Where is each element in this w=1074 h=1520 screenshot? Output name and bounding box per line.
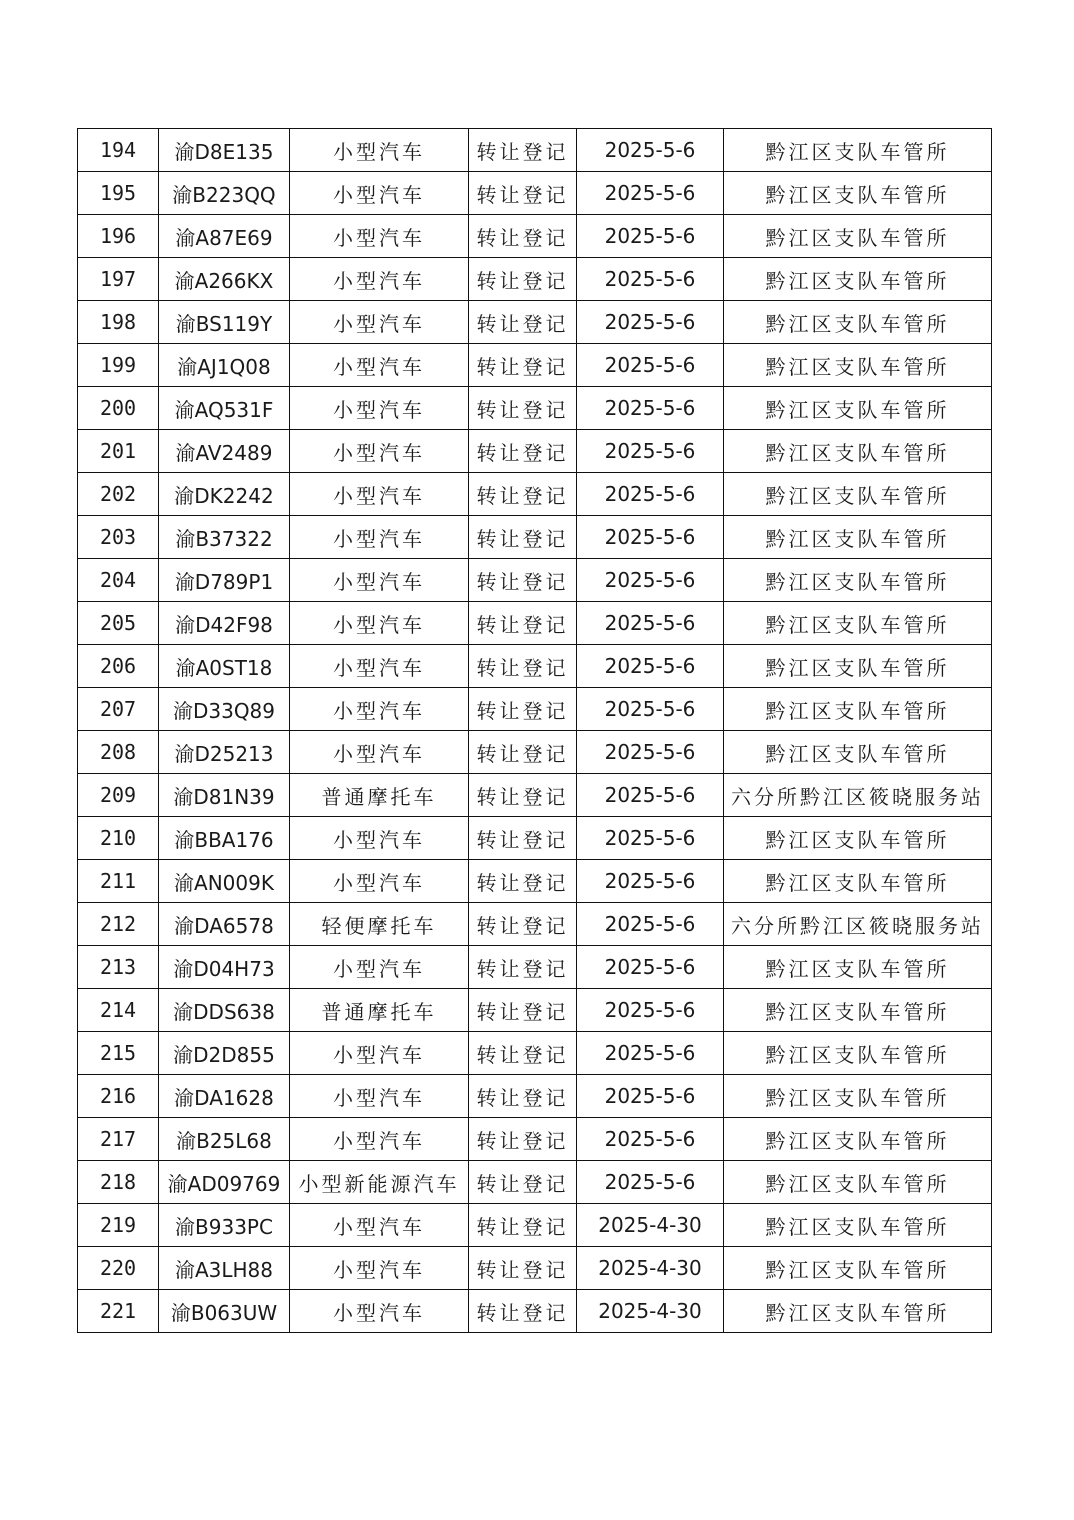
business-type-cell: 转让登记: [469, 602, 577, 645]
date-cell: 2025-5-6: [577, 1075, 724, 1118]
plate-number-cell: 渝AD09769: [159, 1161, 290, 1204]
plate-number-cell: 渝DA6578: [159, 903, 290, 946]
business-type-cell: 转让登记: [469, 172, 577, 215]
plate-number-cell: 渝DDS638: [159, 989, 290, 1032]
row-number-cell: 203: [78, 516, 159, 559]
date-cell: 2025-5-6: [577, 860, 724, 903]
business-type-cell: 转让登记: [469, 903, 577, 946]
row-number-cell: 197: [78, 258, 159, 301]
date-cell: 2025-5-6: [577, 1118, 724, 1161]
office-cell: 黔江区支队车管所: [724, 215, 992, 258]
vehicle-type-cell: 小型汽车: [290, 473, 469, 516]
row-number-cell: 218: [78, 1161, 159, 1204]
row-number-cell: 204: [78, 559, 159, 602]
plate-number-cell: 渝A87E69: [159, 215, 290, 258]
table-row: [78, 473, 992, 516]
business-type-cell: 转让登记: [469, 344, 577, 387]
row-number-cell: 195: [78, 172, 159, 215]
row-number-cell: 196: [78, 215, 159, 258]
plate-number-cell: 渝B063UW: [159, 1290, 290, 1333]
business-type-cell: 转让登记: [469, 860, 577, 903]
table-row: [78, 1204, 992, 1247]
row-number-cell: 220: [78, 1247, 159, 1290]
table-row: [78, 387, 992, 430]
office-cell: 黔江区支队车管所: [724, 645, 992, 688]
plate-number-cell: 渝BBA176: [159, 817, 290, 860]
business-type-cell: 转让登记: [469, 473, 577, 516]
vehicle-type-cell: 小型汽车: [290, 215, 469, 258]
date-cell: 2025-5-6: [577, 774, 724, 817]
vehicle-type-cell: 小型汽车: [290, 1118, 469, 1161]
date-cell: 2025-5-6: [577, 301, 724, 344]
row-number-cell: 213: [78, 946, 159, 989]
table-row: [78, 688, 992, 731]
business-type-cell: 转让登记: [469, 1075, 577, 1118]
table-row: [78, 602, 992, 645]
office-cell: 黔江区支队车管所: [724, 258, 992, 301]
table-row: [78, 516, 992, 559]
table-row: [78, 344, 992, 387]
row-number-cell: 215: [78, 1032, 159, 1075]
plate-number-cell: 渝D25213: [159, 731, 290, 774]
table-row: [78, 559, 992, 602]
business-type-cell: 转让登记: [469, 645, 577, 688]
vehicle-type-cell: 普通摩托车: [290, 774, 469, 817]
business-type-cell: 转让登记: [469, 129, 577, 172]
date-cell: 2025-5-6: [577, 473, 724, 516]
row-number-cell: 208: [78, 731, 159, 774]
office-cell: 黔江区支队车管所: [724, 688, 992, 731]
office-cell: 黔江区支队车管所: [724, 387, 992, 430]
plate-number-cell: 渝D42F98: [159, 602, 290, 645]
business-type-cell: 转让登记: [469, 817, 577, 860]
office-cell: 黔江区支队车管所: [724, 1161, 992, 1204]
vehicle-type-cell: 小型汽车: [290, 344, 469, 387]
plate-number-cell: 渝DA1628: [159, 1075, 290, 1118]
vehicle-type-cell: 小型汽车: [290, 516, 469, 559]
table-row: [78, 1290, 992, 1333]
business-type-cell: 转让登记: [469, 215, 577, 258]
vehicle-type-cell: 小型汽车: [290, 258, 469, 301]
vehicle-type-cell: 小型汽车: [290, 301, 469, 344]
business-type-cell: 转让登记: [469, 516, 577, 559]
office-cell: 黔江区支队车管所: [724, 129, 992, 172]
date-cell: 2025-4-30: [577, 1247, 724, 1290]
business-type-cell: 转让登记: [469, 1118, 577, 1161]
row-number-cell: 210: [78, 817, 159, 860]
office-cell: 黔江区支队车管所: [724, 602, 992, 645]
row-number-cell: 212: [78, 903, 159, 946]
office-cell: 黔江区支队车管所: [724, 1204, 992, 1247]
row-number-cell: 217: [78, 1118, 159, 1161]
table-row: [78, 172, 992, 215]
row-number-cell: 194: [78, 129, 159, 172]
row-number-cell: 202: [78, 473, 159, 516]
date-cell: 2025-5-6: [577, 559, 724, 602]
table-row: [78, 258, 992, 301]
office-cell: 黔江区支队车管所: [724, 430, 992, 473]
vehicle-type-cell: 小型汽车: [290, 559, 469, 602]
office-cell: 黔江区支队车管所: [724, 860, 992, 903]
date-cell: 2025-5-6: [577, 946, 724, 989]
vehicle-type-cell: 小型汽车: [290, 688, 469, 731]
table-row: [78, 1032, 992, 1075]
business-type-cell: 转让登记: [469, 258, 577, 301]
vehicle-type-cell: 轻便摩托车: [290, 903, 469, 946]
plate-number-cell: 渝AN009K: [159, 860, 290, 903]
business-type-cell: 转让登记: [469, 1290, 577, 1333]
row-number-cell: 198: [78, 301, 159, 344]
vehicle-type-cell: 小型汽车: [290, 1204, 469, 1247]
vehicle-type-cell: 小型汽车: [290, 817, 469, 860]
office-cell: 黔江区支队车管所: [724, 946, 992, 989]
office-cell: 黔江区支队车管所: [724, 473, 992, 516]
table-row: [78, 731, 992, 774]
plate-number-cell: 渝DK2242: [159, 473, 290, 516]
vehicle-type-cell: 小型汽车: [290, 1075, 469, 1118]
vehicle-type-cell: 普通摩托车: [290, 989, 469, 1032]
business-type-cell: 转让登记: [469, 688, 577, 731]
office-cell: 黔江区支队车管所: [724, 559, 992, 602]
business-type-cell: 转让登记: [469, 774, 577, 817]
row-number-cell: 199: [78, 344, 159, 387]
table-row: [78, 989, 992, 1032]
plate-number-cell: 渝A0ST18: [159, 645, 290, 688]
office-cell: 黔江区支队车管所: [724, 1032, 992, 1075]
date-cell: 2025-5-6: [577, 129, 724, 172]
table-row: [78, 645, 992, 688]
row-number-cell: 216: [78, 1075, 159, 1118]
row-number-cell: 207: [78, 688, 159, 731]
date-cell: 2025-5-6: [577, 903, 724, 946]
office-cell: 黔江区支队车管所: [724, 1118, 992, 1161]
business-type-cell: 转让登记: [469, 731, 577, 774]
business-type-cell: 转让登记: [469, 989, 577, 1032]
date-cell: 2025-5-6: [577, 172, 724, 215]
plate-number-cell: 渝BS119Y: [159, 301, 290, 344]
vehicle-type-cell: 小型汽车: [290, 645, 469, 688]
plate-number-cell: 渝D789P1: [159, 559, 290, 602]
date-cell: 2025-5-6: [577, 688, 724, 731]
table-row: [78, 817, 992, 860]
business-type-cell: 转让登记: [469, 387, 577, 430]
plate-number-cell: 渝D8E135: [159, 129, 290, 172]
table-row: [78, 903, 992, 946]
row-number-cell: 200: [78, 387, 159, 430]
office-cell: 六分所黔江区筱晓服务站: [724, 774, 992, 817]
date-cell: 2025-5-6: [577, 645, 724, 688]
office-cell: 黔江区支队车管所: [724, 172, 992, 215]
date-cell: 2025-5-6: [577, 344, 724, 387]
date-cell: 2025-4-30: [577, 1290, 724, 1333]
date-cell: 2025-5-6: [577, 387, 724, 430]
vehicle-type-cell: 小型汽车: [290, 430, 469, 473]
table-row: [78, 129, 992, 172]
date-cell: 2025-5-6: [577, 817, 724, 860]
office-cell: 黔江区支队车管所: [724, 989, 992, 1032]
row-number-cell: 209: [78, 774, 159, 817]
date-cell: 2025-5-6: [577, 516, 724, 559]
plate-number-cell: 渝AQ531F: [159, 387, 290, 430]
table-row: [78, 860, 992, 903]
date-cell: 2025-5-6: [577, 258, 724, 301]
row-number-cell: 221: [78, 1290, 159, 1333]
table-row: [78, 1161, 992, 1204]
vehicle-type-cell: 小型汽车: [290, 1247, 469, 1290]
date-cell: 2025-5-6: [577, 602, 724, 645]
date-cell: 2025-5-6: [577, 1032, 724, 1075]
date-cell: 2025-5-6: [577, 731, 724, 774]
vehicle-type-cell: 小型汽车: [290, 1032, 469, 1075]
plate-number-cell: 渝AJ1Q08: [159, 344, 290, 387]
vehicle-type-cell: 小型汽车: [290, 602, 469, 645]
plate-number-cell: 渝B933PC: [159, 1204, 290, 1247]
table-row: [78, 1118, 992, 1161]
table-row: [78, 1075, 992, 1118]
office-cell: 黔江区支队车管所: [724, 1247, 992, 1290]
date-cell: 2025-5-6: [577, 215, 724, 258]
table-row: [78, 1247, 992, 1290]
row-number-cell: 219: [78, 1204, 159, 1247]
vehicle-type-cell: 小型汽车: [290, 731, 469, 774]
plate-number-cell: 渝A266KX: [159, 258, 290, 301]
plate-number-cell: 渝B37322: [159, 516, 290, 559]
row-number-cell: 205: [78, 602, 159, 645]
business-type-cell: 转让登记: [469, 559, 577, 602]
plate-number-cell: 渝B223QQ: [159, 172, 290, 215]
table-row: [78, 946, 992, 989]
plate-number-cell: 渝AV2489: [159, 430, 290, 473]
vehicle-type-cell: 小型汽车: [290, 1290, 469, 1333]
plate-number-cell: 渝D33Q89: [159, 688, 290, 731]
date-cell: 2025-4-30: [577, 1204, 724, 1247]
row-number-cell: 201: [78, 430, 159, 473]
office-cell: 黔江区支队车管所: [724, 344, 992, 387]
plate-number-cell: 渝D81N39: [159, 774, 290, 817]
office-cell: 黔江区支队车管所: [724, 1075, 992, 1118]
business-type-cell: 转让登记: [469, 946, 577, 989]
office-cell: 黔江区支队车管所: [724, 731, 992, 774]
office-cell: 六分所黔江区筱晓服务站: [724, 903, 992, 946]
vehicle-type-cell: 小型新能源汽车: [290, 1161, 469, 1204]
plate-number-cell: 渝D2D855: [159, 1032, 290, 1075]
date-cell: 2025-5-6: [577, 989, 724, 1032]
business-type-cell: 转让登记: [469, 430, 577, 473]
table-body: [78, 129, 992, 1333]
vehicle-type-cell: 小型汽车: [290, 860, 469, 903]
plate-number-cell: 渝B25L68: [159, 1118, 290, 1161]
office-cell: 黔江区支队车管所: [724, 817, 992, 860]
vehicle-type-cell: 小型汽车: [290, 129, 469, 172]
business-type-cell: 转让登记: [469, 1032, 577, 1075]
table-row: [78, 301, 992, 344]
office-cell: 黔江区支队车管所: [724, 516, 992, 559]
business-type-cell: 转让登记: [469, 1247, 577, 1290]
date-cell: 2025-5-6: [577, 1161, 724, 1204]
office-cell: 黔江区支队车管所: [724, 1290, 992, 1333]
row-number-cell: 211: [78, 860, 159, 903]
business-type-cell: 转让登记: [469, 1161, 577, 1204]
table-row: [78, 430, 992, 473]
row-number-cell: 206: [78, 645, 159, 688]
vehicle-type-cell: 小型汽车: [290, 387, 469, 430]
vehicle-type-cell: 小型汽车: [290, 946, 469, 989]
date-cell: 2025-5-6: [577, 430, 724, 473]
office-cell: 黔江区支队车管所: [724, 301, 992, 344]
plate-number-cell: 渝A3LH88: [159, 1247, 290, 1290]
row-number-cell: 214: [78, 989, 159, 1032]
table-row: [78, 215, 992, 258]
business-type-cell: 转让登记: [469, 1204, 577, 1247]
registration-table: [77, 128, 992, 1333]
business-type-cell: 转让登记: [469, 301, 577, 344]
vehicle-type-cell: 小型汽车: [290, 172, 469, 215]
plate-number-cell: 渝D04H73: [159, 946, 290, 989]
table-row: [78, 774, 992, 817]
